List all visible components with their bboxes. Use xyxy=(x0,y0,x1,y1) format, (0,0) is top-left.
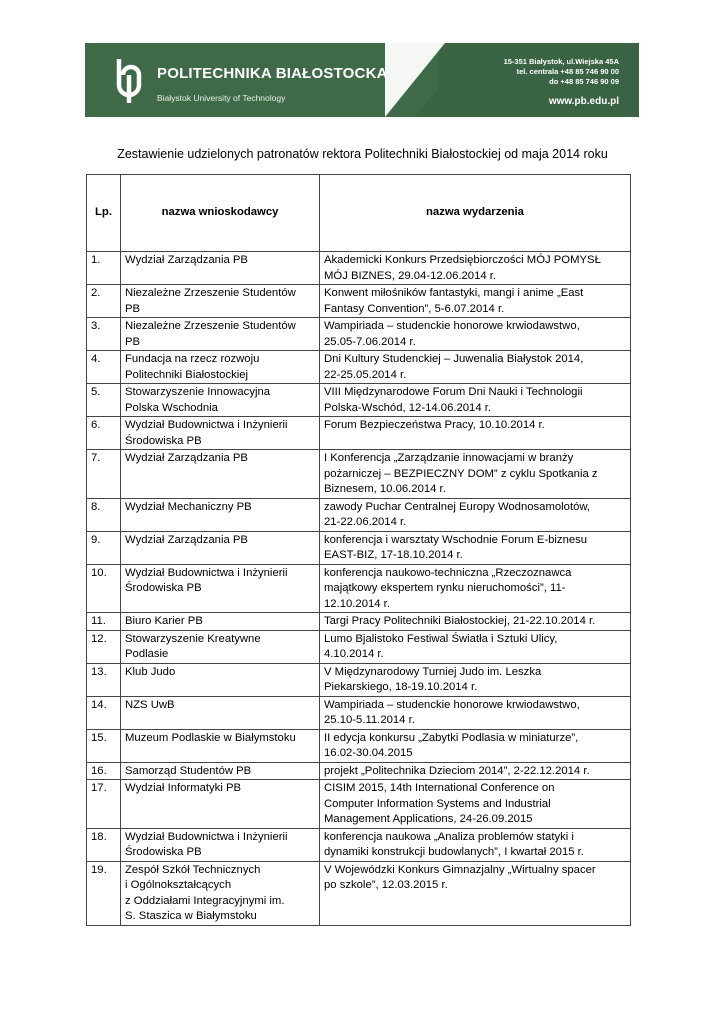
applicant-cell xyxy=(121,828,320,861)
event-line: dynamiki konstrukcji budowlanych”, I kwartał 2015 r. xyxy=(324,846,584,858)
header-applicant: nazwa wnioskodawcy xyxy=(121,175,320,252)
event-cell xyxy=(320,861,631,925)
applicant-line: Wydział Informatyki PB xyxy=(125,782,242,794)
table-body xyxy=(87,252,631,926)
event-line: 25.05-7.06.2014 r. xyxy=(324,335,416,348)
applicant-line: Niezależne Zrzeszenie Studentów xyxy=(125,320,296,332)
row-number: 9. xyxy=(87,531,121,564)
table-row xyxy=(87,729,631,762)
applicant-line: Wydział Zarządzania PB xyxy=(125,452,248,464)
contact-block xyxy=(504,57,619,87)
applicant-line: S. Staszica w Białymstoku xyxy=(125,910,257,922)
table-row xyxy=(87,861,631,925)
applicant-line: Klub Judo xyxy=(125,665,176,678)
event-cell xyxy=(320,498,631,531)
table-row xyxy=(87,252,631,285)
row-number: 18. xyxy=(87,828,121,861)
table-row xyxy=(87,630,631,663)
event-line: Akademicki Konkurs Przedsiębiorczości MÓJ POMYSŁ xyxy=(324,254,601,266)
applicant-line: Wydział Zarządzania PB xyxy=(125,254,248,266)
pb-logo-icon xyxy=(107,55,151,105)
header-banner xyxy=(85,43,639,117)
event-line: Forum Bezpieczeństwa Pracy, 10.10.2014 r. xyxy=(324,419,545,431)
event-line: zawody Puchar Centralnej Europy Wodnosamolotów, xyxy=(324,500,591,513)
row-number: 6. xyxy=(87,417,121,450)
table-row xyxy=(87,696,631,729)
applicant-cell xyxy=(121,285,320,318)
event-cell xyxy=(320,384,631,417)
applicant-line: Fundacja na rzecz rozwoju xyxy=(125,353,260,365)
event-line: V Międzynarodowy Turniej Judo im. Leszka xyxy=(324,665,542,678)
event-cell xyxy=(320,762,631,780)
applicant-line: Polska Wschodnia xyxy=(125,401,218,414)
applicant-line: Wydział Budownictwa i Inżynierii xyxy=(125,419,288,431)
applicant-line: i Ogólnokształcących xyxy=(125,879,232,891)
event-line: Lumo Bjalistoko Festiwal Światła i Sztuki Ulicy, xyxy=(324,632,558,645)
row-number: 1. xyxy=(87,252,121,285)
event-line: Konwent miłośników fantastyki, mangi i anime „East xyxy=(324,287,584,299)
event-line: 12.10.2014 r. xyxy=(324,597,390,610)
event-line: projekt „Politechnika Dzieciom 2014”, 2-22.12.2014 r. xyxy=(324,764,590,777)
event-line: 4.10.2014 r. xyxy=(324,648,384,660)
row-number: 2. xyxy=(87,285,121,318)
row-number: 7. xyxy=(87,450,121,499)
event-line: EAST-BIZ, 17-18.10.2014 r. xyxy=(324,549,463,561)
applicant-cell xyxy=(121,762,320,780)
event-cell xyxy=(320,828,631,861)
row-number: 13. xyxy=(87,663,121,696)
applicant-cell xyxy=(121,318,320,351)
row-number: 8. xyxy=(87,498,121,531)
applicant-line: Stowarzyszenie Kreatywne xyxy=(125,632,261,645)
patronage-table xyxy=(86,174,631,926)
header-event: nazwa wydarzenia xyxy=(320,175,631,252)
address-line: 15-351 Białystok, ul.Wiejska 45A xyxy=(503,57,619,66)
table-row xyxy=(87,417,631,450)
applicant-cell xyxy=(121,564,320,613)
applicant-line: PB xyxy=(125,302,141,315)
applicant-line: Środowiska PB xyxy=(125,434,202,447)
row-number: 5. xyxy=(87,384,121,417)
event-cell xyxy=(320,450,631,499)
event-cell xyxy=(320,351,631,384)
applicant-line: Podlasie xyxy=(125,648,169,660)
phone-line: tel. centrala +48 85 746 90 00 xyxy=(516,67,619,76)
applicant-line: Wydział Budownictwa i Inżynierii xyxy=(125,566,288,579)
event-cell xyxy=(320,630,631,663)
applicant-cell xyxy=(121,450,320,499)
applicant-line: NZS UwB xyxy=(125,698,175,711)
applicant-cell xyxy=(121,630,320,663)
table-row xyxy=(87,318,631,351)
row-number: 3. xyxy=(87,318,121,351)
brand-name: POLITECHNIKA BIAŁOSTOCKA xyxy=(157,65,388,82)
row-number: 16. xyxy=(87,762,121,780)
applicant-cell xyxy=(121,861,320,925)
event-cell xyxy=(320,696,631,729)
event-line: 25.10-5.11.2014 r. xyxy=(324,714,415,726)
page-title: Zestawienie udzielonych patronatów rektora Politechniki Białostockiej od maja 2014 roku xyxy=(117,147,608,161)
applicant-cell xyxy=(121,613,320,631)
event-line: 16.02-30.04.2015 xyxy=(324,747,413,759)
table-row xyxy=(87,613,631,631)
row-number: 4. xyxy=(87,351,121,384)
row-number: 15. xyxy=(87,729,121,762)
event-line: MÓJ BIZNES, 29.04-12.06.2014 r. xyxy=(324,269,497,282)
applicant-line: Środowiska PB xyxy=(125,846,202,858)
row-number: 19. xyxy=(87,861,121,925)
row-number: 17. xyxy=(87,780,121,829)
applicant-cell xyxy=(121,531,320,564)
event-line: Biznesem, 10.06.2014 r. xyxy=(324,483,446,495)
event-cell xyxy=(320,729,631,762)
event-cell xyxy=(320,613,631,631)
table-row xyxy=(87,762,631,780)
applicant-line: Zespół Szkół Technicznych xyxy=(125,863,261,876)
applicant-line: Środowiska PB xyxy=(125,582,202,594)
event-line: II edycja konkursu „Zabytki Podlasia w miniaturze”, xyxy=(324,731,579,744)
event-line: konferencja naukowa „Analiza problemów statyki i xyxy=(324,830,574,843)
table-row xyxy=(87,285,631,318)
applicant-line: Stowarzyszenie Innowacyjna xyxy=(125,386,271,398)
event-cell xyxy=(320,318,631,351)
header-lp: Lp. xyxy=(87,175,121,252)
banner-divider-shadow xyxy=(415,43,475,117)
row-number: 11. xyxy=(87,613,121,631)
event-cell xyxy=(320,663,631,696)
applicant-line: PB xyxy=(125,335,141,348)
event-line: konferencja naukowo-techniczna „Rzeczoznawca xyxy=(324,566,572,579)
table-row xyxy=(87,351,631,384)
event-cell xyxy=(320,417,631,450)
applicant-line: Politechniki Białostockiej xyxy=(125,368,249,381)
table-row xyxy=(87,450,631,499)
event-line: I Konferencja „Zarządzanie innowacjami w branży xyxy=(324,452,574,464)
event-line: Fantasy Convention”, 5-6.07.2014 r. xyxy=(324,302,505,315)
event-cell xyxy=(320,252,631,285)
applicant-line: Wydział Budownictwa i Inżynierii xyxy=(125,830,288,843)
applicant-line: z Oddziałami Integracyjnymi im. xyxy=(125,894,285,907)
event-line: majątkowy ekspertem rynku nieruchomości”, 11- xyxy=(324,582,566,594)
applicant-cell xyxy=(121,252,320,285)
table-row xyxy=(87,780,631,829)
applicant-line: Samorząd Studentów PB xyxy=(125,764,252,777)
applicant-cell xyxy=(121,663,320,696)
event-line: Management Applications, 24-26.09.2015 xyxy=(324,813,533,825)
table-row xyxy=(87,828,631,861)
applicant-line: Niezależne Zrzeszenie Studentów xyxy=(125,287,296,299)
event-line: Wampiriada – studenckie honorowe krwiodawstwo, xyxy=(324,320,580,332)
event-cell xyxy=(320,564,631,613)
event-cell xyxy=(320,780,631,829)
applicant-cell xyxy=(121,696,320,729)
applicant-line: Biuro Karier PB xyxy=(125,615,203,627)
applicant-cell xyxy=(121,498,320,531)
row-number: 12. xyxy=(87,630,121,663)
event-line: V Wojewódzki Konkurs Gimnazjalny „Wirtualny spacer xyxy=(324,863,596,876)
row-number: 14. xyxy=(87,696,121,729)
applicant-line: Muzeum Podlaskie w Białymstoku xyxy=(125,731,296,744)
event-line: Piekarskiego, 18-19.10.2014 r. xyxy=(324,681,478,693)
table-row xyxy=(87,531,631,564)
event-line: pożarniczej – BEZPIECZNY DOM” z cyklu Spotkania z xyxy=(324,467,598,480)
applicant-cell xyxy=(121,351,320,384)
event-line: CISIM 2015, 14th International Conference on xyxy=(324,782,555,794)
event-line: Polska-Wschód, 12-14.06.2014 r. xyxy=(324,401,492,414)
applicant-cell xyxy=(121,729,320,762)
event-line: Wampiriada – studenckie honorowe krwiodawstwo, xyxy=(324,698,580,711)
row-number: 10. xyxy=(87,564,121,613)
brand-subtitle: Białystok University of Technology xyxy=(157,93,286,103)
table-row xyxy=(87,564,631,613)
event-cell xyxy=(320,531,631,564)
event-line: 21-22.06.2014 r. xyxy=(324,516,407,528)
event-line: Targi Pracy Politechniki Białostockiej, 21-22.10.2014 r. xyxy=(324,615,596,627)
applicant-cell xyxy=(121,417,320,450)
event-line: Computer Information Systems and Industrial xyxy=(324,797,551,810)
table-row xyxy=(87,498,631,531)
applicant-line: Wydział Zarządzania PB xyxy=(125,533,248,546)
applicant-cell xyxy=(121,780,320,829)
event-line: konferencja i warsztaty Wschodnie Forum E-biznesu xyxy=(324,533,588,546)
event-line: 22-25.05.2014 r. xyxy=(324,368,407,381)
table-header-row xyxy=(87,175,631,252)
applicant-line: Wydział Mechaniczny PB xyxy=(125,500,252,513)
event-line: po szkole”, 12.03.2015 r. xyxy=(324,879,448,891)
fax-line: do +48 85 746 90 09 xyxy=(549,77,619,86)
applicant-cell xyxy=(121,384,320,417)
event-cell xyxy=(320,285,631,318)
table-row xyxy=(87,663,631,696)
event-line: Dni Kultury Studenckiej – Juwenalia Białystok 2014, xyxy=(324,353,584,365)
website-link[interactable]: www.pb.edu.pl xyxy=(548,96,619,107)
event-line: VIII Międzynarodowe Forum Dni Nauki i Technologii xyxy=(324,386,583,398)
table-row xyxy=(87,384,631,417)
